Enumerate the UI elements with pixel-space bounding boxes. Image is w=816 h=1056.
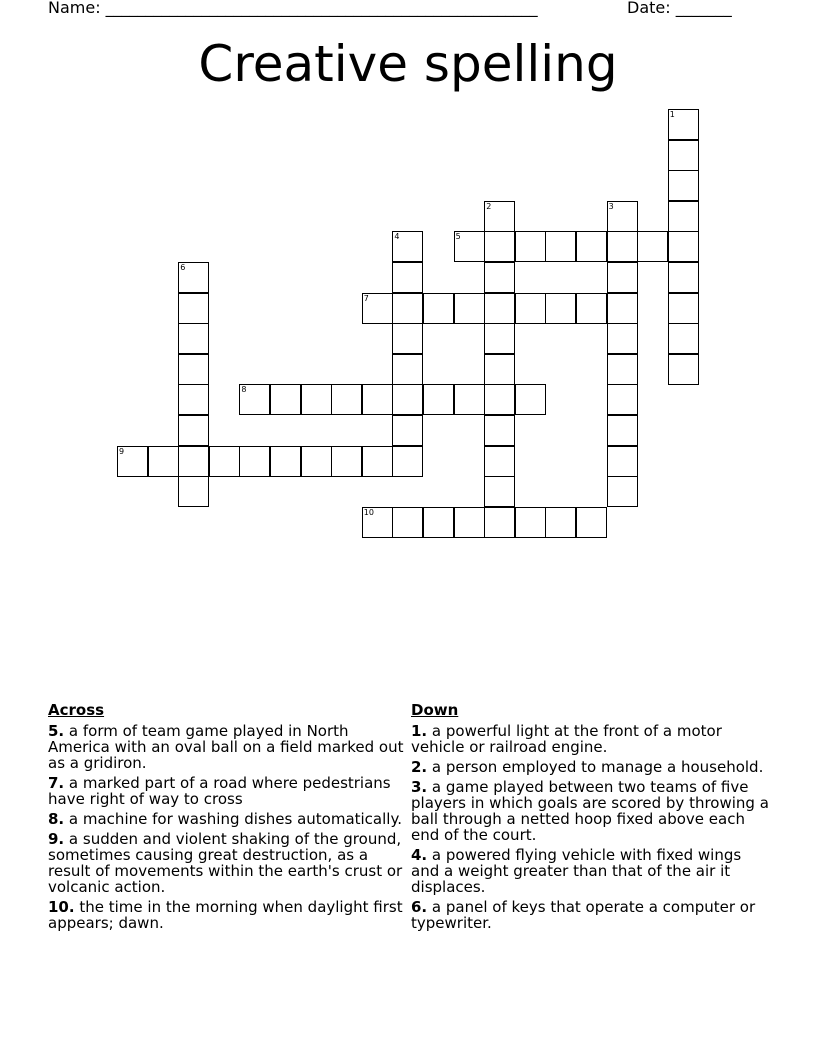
clue-text: a machine for washing dishes automatically. [68,810,402,828]
clue-across-7 [48,775,408,807]
crossword-cell[interactable] [668,170,699,201]
crossword-cell[interactable] [515,293,546,324]
cell-number: 1 [669,110,675,119]
clue-across-9 [48,831,408,895]
clue-number: 7. [48,774,65,792]
clue-number: 8. [48,810,65,828]
crossword-cell[interactable] [545,231,576,262]
crossword-cell[interactable] [362,507,393,538]
crossword-cell[interactable] [545,293,576,324]
crossword-cell[interactable] [668,293,699,324]
crossword-cell[interactable] [607,231,638,262]
crossword-cell[interactable] [484,231,515,262]
clue-number: 5. [48,722,65,740]
crossword-cell[interactable] [392,231,423,262]
clue-number: 1. [411,722,428,740]
clue-text: the time in the morning when daylight first appears; dawn. [48,898,403,932]
name-field-line: Name: ______________________________________________________ [48,0,538,17]
cell-number: 6 [180,263,186,272]
clue-text: a panel of keys that operate a computer or typewriter. [411,898,756,932]
crossword-cell[interactable] [668,323,699,354]
clue-number: 2. [411,758,428,776]
clue-text: a form of team game played in North America with an oval ball on a field marked out as a gridiron. [48,722,404,772]
cell-number: 4 [394,232,400,242]
crossword-cell[interactable] [576,231,607,262]
crossword-cell[interactable] [392,293,423,324]
down-heading: Down [411,701,459,719]
crossword-cell[interactable] [668,140,699,171]
crossword-cell[interactable] [331,384,362,415]
clue-text: a powerful light at the front of a motor vehicle or railroad engine. [411,722,722,756]
crossword-cell[interactable] [178,262,209,293]
crossword-cell[interactable] [392,323,423,354]
crossword-cell[interactable] [668,201,699,232]
crossword-cell[interactable] [392,446,423,477]
clue-number: 3. [411,778,428,796]
crossword-cell[interactable] [515,384,546,415]
across-clues [48,702,408,935]
crossword-cell[interactable] [637,231,668,262]
crossword-cell[interactable] [423,293,454,324]
crossword-cell[interactable] [362,384,393,415]
crossword-cell[interactable] [117,446,148,477]
crossword-cell[interactable] [331,446,362,477]
cell-number: 9 [119,446,125,456]
cell-number: 10 [363,507,374,517]
crossword-cell[interactable] [270,446,301,477]
crossword-cell[interactable] [178,293,209,324]
clue-across-5 [48,723,408,771]
crossword-cell[interactable] [392,354,423,385]
crossword-cell[interactable] [301,446,332,477]
crossword-cell[interactable] [607,323,638,354]
crossword-cell[interactable] [392,415,423,446]
crossword-cell[interactable] [607,262,638,293]
crossword-cell[interactable] [178,354,209,385]
crossword-cell[interactable] [301,384,332,415]
crossword-cell[interactable] [270,384,301,415]
cell-number: 8 [241,385,247,395]
clue-text: a powered flying vehicle with fixed wings and a weight greater than that of the air it displaces. [411,846,742,896]
clue-text: a game played between two teams of five players in which goals are scored by throwing a ball through a netted hoop fixed above each end of the court. [411,778,769,844]
crossword-cell[interactable] [392,384,423,415]
crossword-cell[interactable] [362,446,393,477]
clue-across-8 [48,811,408,827]
crossword-cell[interactable] [668,354,699,385]
page-title: Creative spelling [198,35,618,93]
clue-number: 10. [48,898,75,916]
crossword-cell[interactable] [545,507,576,538]
cell-number: 3 [608,201,614,211]
crossword-cell[interactable] [607,476,638,507]
clue-down-3 [411,779,771,843]
crossword-cell[interactable] [454,231,485,262]
crossword-cell[interactable] [607,415,638,446]
clue-text: a person employed to manage a household. [431,758,764,776]
clue-down-6 [411,899,771,931]
down-clues [411,702,771,935]
crossword-cell[interactable] [515,231,546,262]
crossword-cell[interactable] [423,384,454,415]
crossword-cell[interactable] [484,384,515,415]
clue-across-10 [48,899,408,931]
date-field-line: Date: _______ [627,0,732,17]
crossword-cell[interactable] [515,507,546,538]
crossword-cell[interactable] [607,446,638,477]
crossword-cell[interactable] [607,354,638,385]
cell-number: 5 [455,232,461,242]
crossword-cell[interactable] [576,507,607,538]
cell-number: 7 [363,293,369,303]
crossword-cell[interactable] [607,384,638,415]
crossword-cell[interactable] [392,262,423,293]
crossword-cell[interactable] [484,293,515,324]
clue-number: 9. [48,830,65,848]
crossword-cell[interactable] [484,446,515,477]
clue-text: a sudden and violent shaking of the ground, sometimes causing great destruction, as a result of movements within the earth's crust or volcanic action. [48,830,403,896]
crossword-cell[interactable] [178,476,209,507]
crossword-cell[interactable] [148,446,179,477]
crossword-cell[interactable] [668,262,699,293]
crossword-cell[interactable] [178,446,209,477]
crossword-cell[interactable] [178,323,209,354]
clue-number: 6. [411,898,428,916]
clue-text: a marked part of a road where pedestrians have right of way to cross [48,774,391,808]
crossword-cell[interactable] [239,384,270,415]
crossword-cell[interactable] [239,446,270,477]
crossword-cell[interactable] [484,415,515,446]
crossword-cell[interactable] [484,507,515,538]
crossword-cell[interactable] [484,354,515,385]
crossword-cell[interactable] [484,262,515,293]
crossword-cell[interactable] [454,384,485,415]
crossword-cell[interactable] [576,293,607,324]
crossword-cell[interactable] [454,507,485,538]
crossword-cell[interactable] [607,201,638,232]
clue-down-1 [411,723,771,755]
crossword-cell[interactable] [454,293,485,324]
crossword-cell[interactable] [668,231,699,262]
crossword-cell[interactable] [484,476,515,507]
crossword-cell[interactable] [362,293,393,324]
clue-down-2 [411,759,771,775]
crossword-cell[interactable] [392,507,423,538]
crossword-cell[interactable] [484,201,515,232]
crossword-cell[interactable] [668,109,699,140]
crossword-cell[interactable] [607,293,638,324]
crossword-cell[interactable] [178,415,209,446]
cell-number: 2 [486,201,492,211]
across-heading: Across [48,701,105,719]
crossword-cell[interactable] [484,323,515,354]
crossword-cell[interactable] [209,446,240,477]
crossword-cell[interactable] [423,507,454,538]
clue-number: 4. [411,846,428,864]
clue-down-4 [411,847,771,895]
crossword-cell[interactable] [178,384,209,415]
